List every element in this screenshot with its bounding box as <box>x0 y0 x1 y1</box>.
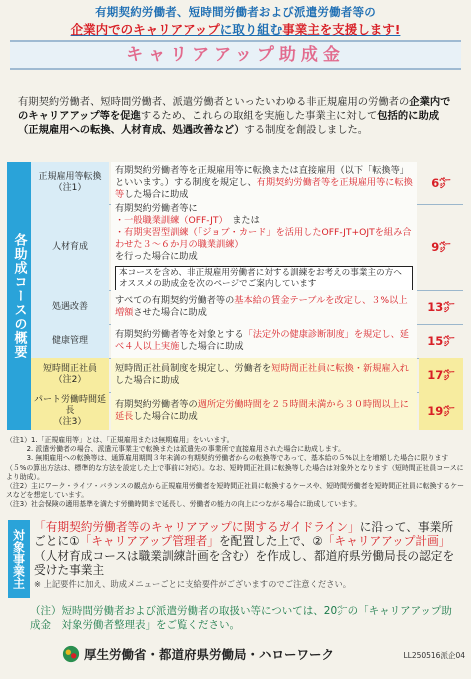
course-description: 有期契約労働者等を対象とする「法定外の健康診断制度」を規定し、延べ４人以上実施した場合に助成 <box>111 324 417 358</box>
course-name: 人材育成 <box>31 204 109 290</box>
course-page-ref: 13㌻ <box>427 300 455 314</box>
header-line1: 有期契約労働者、短時間労働者および派遣労働者等の <box>95 5 376 19</box>
course-description: 有期契約労働者等を正規雇用等に転換または直接雇用（以下「転換等」といいます。）する制度を規定し、有期契約労働者等を正規雇用等に転換等した場合に助成 <box>111 162 417 204</box>
course-name: 短時間正社員 （注2） <box>31 358 109 392</box>
intro-text-3: する制度を創設しました。 <box>244 124 369 136</box>
training-info-box: 本コースを含め、非正規雇用労働者に対する訓練をお考えの事業主の方へオススメの助成金を次のページでご案内しています <box>115 266 413 292</box>
footnote: 2. 派遣労働者の場合、派遣元事業主で転換または派遣先の事業所で直接雇用された場合に助成します。 <box>6 445 345 454</box>
course-row-health <box>31 324 463 359</box>
ministry-logo-icon <box>62 645 80 663</box>
footnote: （注1）1.「正規雇用等」とは、「正規雇用または無期雇用」をいいます。 <box>6 436 234 444</box>
course-row-training <box>31 204 463 291</box>
course-description: すべての有期契約労働者等の基本給の賃金テーブルを改定し、３%以上増額させた場合に助成 <box>111 290 417 324</box>
course-page-ref: 6㌻ <box>431 176 451 190</box>
course-page-ref: 15㌻ <box>427 334 455 348</box>
footer <box>0 641 471 671</box>
intro-text-1: 有期契約労働者、短時間労働者、派遣労働者といったいわゆる非正規雇用の労働者の <box>18 96 410 108</box>
bottom-note: （注）短時間労働者および派遣労働者の取扱い等については、20㌻の「キャリアアップ助成金 対象労働者整理表」をご覧ください。 <box>30 605 452 631</box>
course-page-ref: 19㌻ <box>419 392 463 430</box>
eligible-employers-section <box>8 520 464 598</box>
intro-bold-2: 包括的に助成（正規雇用への転換、人材育成、処遇改善など） <box>18 110 440 136</box>
eligible-employers-heading: 対象事業主 <box>8 520 30 598</box>
course-name: 正規雇用等転換 （注1） <box>31 162 109 204</box>
intro-paragraph <box>18 95 456 137</box>
intro-text-2: するため、これらの取組を実施した事業主に対して <box>140 110 378 122</box>
header-line2-b: に取り組む <box>219 22 283 37</box>
course-page-ref: 9㌻ <box>431 240 451 254</box>
header-line2-c: 事業主を支援します! <box>282 22 401 37</box>
footer-organization: 厚生労働省・都道府県労働局・ハローワーク <box>84 647 335 662</box>
course-row-short-time <box>31 358 463 393</box>
course-row-conversion <box>31 162 463 205</box>
course-row-part-time <box>31 392 463 430</box>
course-description: 有期契約労働者等の週所定労働時間を２５時間未満から３０時間以上に延長した場合に助成 <box>111 392 417 430</box>
eligible-employers-note: ※ 上記要件に加え、助成メニューごとに支給要件がございますのでご注意ください。 <box>34 579 352 590</box>
course-description: 有期契約労働者等に ・一般職業訓練（OFF-JT） または ・有期実習型訓練（「ジョブ・カード」を活用したOFF-JT+OJTを組み合わせた３～６か月の職業訓練） を行った場合に助成 本コースを含め、非正規雇用労働者に対する訓練をお考えの事業主の方へオススメの助成金を次のページでご案内しています <box>111 204 417 290</box>
course-name: 健康管理 <box>31 324 109 358</box>
course-description: 短時間正社員制度を規定し、労働者を短時間正社員に転換・新規雇入れした場合に助成 <box>111 358 417 392</box>
title-banner <box>10 40 461 70</box>
footnote: （注2）主にワーク・ライフ・バランスの観点から正規雇用労働者を短時間正社員に転換するケースや、短時間労働者を短時間正社員に転換するケースなどを想定しています。 <box>6 482 465 500</box>
course-name: 処遇改善 <box>31 290 109 324</box>
course-page-ref: 17㌻ <box>419 358 463 392</box>
header-line2 <box>0 20 471 38</box>
footnotes <box>6 436 466 510</box>
eligible-employers-text: 「有期契約労働者等のキャリアアップに関するガイドライン」に沿って、事業所ごとに①「キャリアアップ管理者」を配置した上で、②「キャリアアップ計画」（人材育成コースは職業訓練計画を含む）を作成し、都道府県労働局長の認定を受けた事業主 ※ 上記要件に加え、助成メニューごとに支給要件がございますのでご注意ください。 <box>34 520 464 591</box>
course-table <box>7 162 463 430</box>
course-row-treatment <box>31 290 463 325</box>
document-code: LL250516派企04 <box>403 651 465 660</box>
course-table-heading: 各助成コースの概要 <box>7 162 31 430</box>
header-line2-a: 企業内でのキャリアアップ <box>70 22 220 37</box>
page-title: キャリアアップ助成金 <box>126 45 345 65</box>
footnote: （注3）社会保険の適用基準を満たす労働時間まで延長し、労働者の能力の向上につながる場合に助成しています。 <box>6 500 362 509</box>
course-name: パート労働時間延長 （注3） <box>31 392 109 430</box>
intro-bold-1: 企業内でのキャリアアップ等を促進 <box>18 96 451 122</box>
footnote: 3. 無期雇用への転換等は、通算雇用期間３年未満の有期契約労働者からの転換等であって、基本給の５%以上を増額した場合に限ります（５%の算出方法は、標準的な方法を設定した上で事前に対応）。なお、短時間正社員に転換等した場合は対象外となります（短時間正社員コースにより助成）。 <box>6 454 464 481</box>
